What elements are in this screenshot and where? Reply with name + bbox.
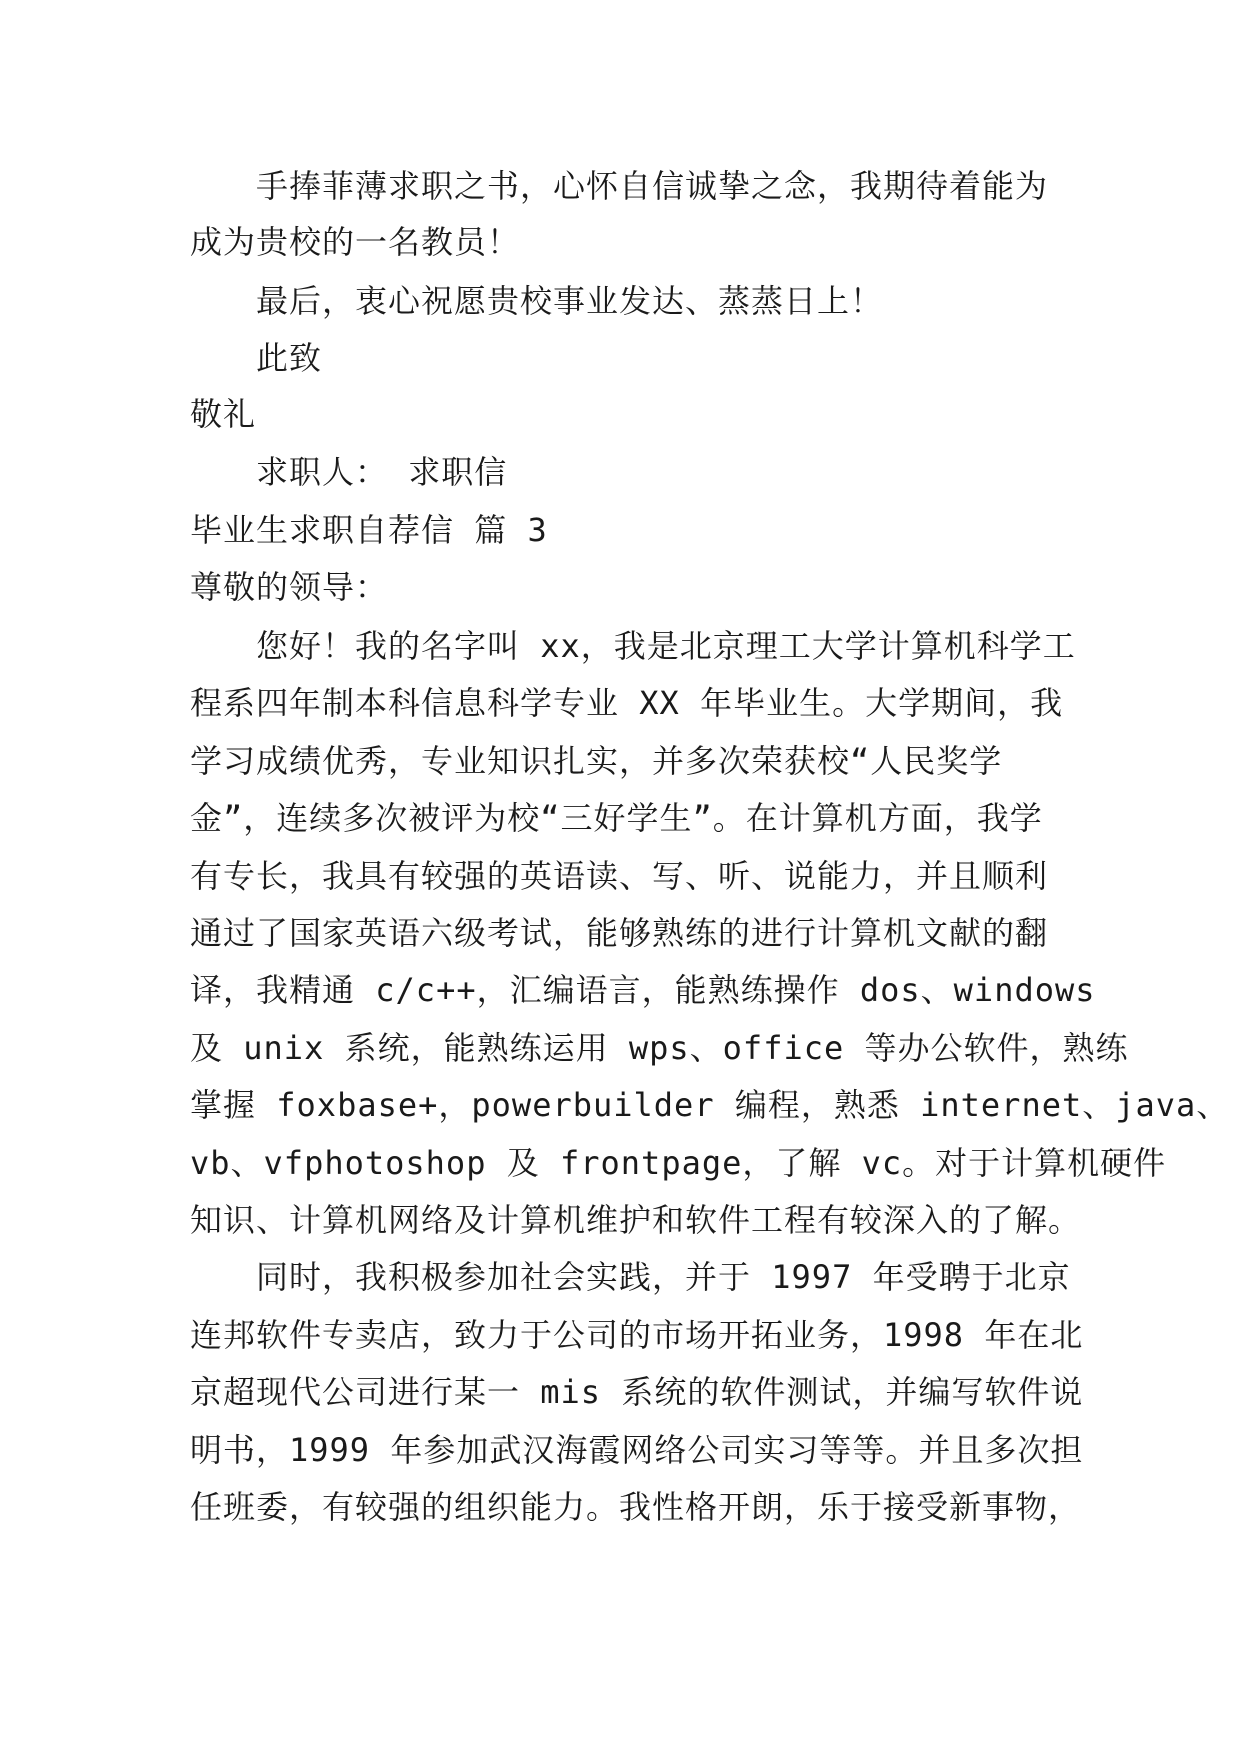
text-line: 金”，连续多次被评为校“三好学生”。在计算机方面，我学 [190,799,1043,837]
text-line: 学习成绩优秀，专业知识扎实，并多次荣获校“人民奖学 [190,742,1003,780]
text-line: 程系四年制本科信息科学专业 XX 年毕业生。大学期间，我 [190,684,1064,722]
text-line: 手捧菲薄求职之书，心怀自信诚挚之念，我期待着能为 [256,167,1049,205]
text-line: 知识、计算机网络及计算机维护和软件工程有较深入的了解。 [190,1201,1082,1239]
text-line: 任班委，有较强的组织能力。我性格开朗，乐于接受新事物， [190,1488,1082,1526]
text-line: 京超现代公司进行某一 mis 系统的软件测试，并编写软件说 [190,1373,1084,1411]
text-line: 及 unix 系统，能熟练运用 wps、office 等办公软件，熟练 [190,1029,1129,1067]
signature-line: 求职人： 求职信 [256,453,508,491]
text-line: 敬礼 [190,395,257,433]
text-line: 通过了国家英语六级考试，能够熟练的进行计算机文献的翻 [190,914,1049,952]
text-line: 成为贵校的一名教员！ [190,223,521,261]
text-line: 同时，我积极参加社会实践，并于 1997 年受聘于北京 [256,1258,1071,1296]
text-line: 最后，衷心祝愿贵校事业发达、蒸蒸日上！ [256,282,884,320]
text-line: 掌握 foxbase+，powerbuilder 编程，熟悉 internet、java、 [190,1086,1230,1124]
text-line: 明书，1999 年参加武汉海霞网络公司实习等等。并且多次担 [190,1431,1084,1469]
text-line: vb、vfphotoshop 及 frontpage，了解 vc。对于计算机硬件 [190,1144,1167,1182]
text-line: 有专长，我具有较强的英语读、写、听、说能力，并且顺利 [190,857,1049,895]
text-line: 您好！我的名字叫 xx，我是北京理工大学计算机科学工 [256,627,1076,665]
salutation: 尊敬的领导： [190,568,389,606]
text-line: 此致 [256,339,323,377]
section-heading: 毕业生求职自荐信 篇 3 [190,511,548,549]
text-line: 译，我精通 c/c++，汇编语言，能熟练操作 dos、windows [190,971,1096,1009]
text-line: 连邦软件专卖店，致力于公司的市场开拓业务，1998 年在北 [190,1316,1084,1354]
